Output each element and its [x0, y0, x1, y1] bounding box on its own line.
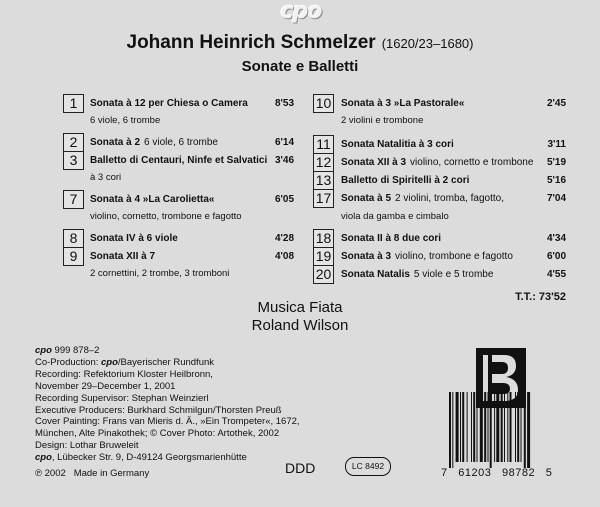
- track-instrumentation-inline: 2 violini, tromba, fagotto,: [395, 193, 504, 204]
- track-duration: 4'08: [274, 251, 294, 262]
- track-title: Sonata IV à 6 viole: [90, 233, 178, 244]
- credit-line: Recording: Refektorium Kloster Heilbronn,: [35, 368, 213, 380]
- track-number: 17: [313, 189, 334, 208]
- barcode-digits: 7 61203 98782 5: [441, 467, 553, 479]
- barcode-bar: [517, 392, 519, 462]
- credit-line: Recording Supervisor: Stephan Weinzierl: [35, 392, 209, 404]
- track-number: 1: [63, 94, 84, 113]
- track-title-line: [341, 139, 454, 151]
- track-instrumentation-inline: 5 viole e 5 trombe: [413, 269, 494, 280]
- track-duration: 4'34: [546, 233, 566, 244]
- track-duration: 3'46: [274, 155, 294, 166]
- work-title: Sonate e Balletti: [241, 58, 359, 75]
- barcode-bar: [480, 392, 483, 462]
- track-instrumentation-inline: violino, cornetto e trombone: [410, 157, 534, 168]
- track-title-line: [90, 137, 218, 149]
- cpo-logo: cpo: [280, 0, 322, 24]
- track-number: 10: [313, 94, 334, 113]
- barcode-bar: [473, 392, 475, 462]
- barcode-bar: [452, 392, 453, 468]
- track-title-line: [341, 98, 464, 110]
- coproduction-line: [35, 357, 300, 369]
- cpo-mark: cpo: [35, 345, 52, 356]
- track-title: Sonata à 3: [341, 251, 392, 262]
- barcode-bar: [467, 392, 468, 462]
- track-title-line: [90, 155, 267, 167]
- track-title: Sonata XII à 7: [90, 251, 156, 262]
- credit-line: Executive Producers: Burkhard Schmilgun/Thorsten Preuß: [35, 404, 282, 416]
- barcode-bar: [490, 392, 492, 468]
- copyright-line: ℗ 2002 Made in Germany: [35, 468, 150, 480]
- track-duration: 7'04: [546, 193, 566, 204]
- barcode-bar: [471, 392, 472, 462]
- barcode-bar: [501, 392, 503, 462]
- track-number: 18: [313, 229, 334, 248]
- track-title: Sonata à 2: [90, 137, 141, 148]
- track-duration: 6'00: [546, 251, 566, 262]
- track-title: Sonata Natalis: [341, 269, 410, 280]
- track-number: 13: [313, 171, 334, 190]
- track-title-line: [341, 251, 513, 263]
- track-title: Sonata à 3 »La Pastorale«: [341, 98, 465, 109]
- track-title: Sonata à 4 »La Carolietta«: [90, 194, 215, 205]
- track-duration: 4'28: [274, 233, 294, 244]
- track-duration: 3'11: [547, 139, 566, 150]
- track-title-line: [341, 193, 504, 205]
- barcode-bar: [521, 392, 522, 462]
- track-instrumentation: à 3 cori: [90, 172, 122, 183]
- track-title-line: [341, 269, 493, 281]
- track-title: Sonata à 5: [341, 193, 392, 204]
- track-duration: 6'05: [274, 194, 294, 205]
- barcode-bar: [484, 392, 486, 462]
- track-duration: 4'55: [546, 269, 566, 280]
- track-title: Balletto di Centauri, Ninfe et Salvatici: [90, 155, 268, 166]
- track-duration: 6'14: [274, 137, 294, 148]
- barcode-bar: [477, 392, 478, 462]
- track-instrumentation: violino, cornetto, trombone e fagotto: [90, 211, 242, 222]
- track-number: 7: [63, 190, 84, 209]
- track-number: 8: [63, 229, 84, 248]
- track-duration: 5'16: [546, 175, 566, 186]
- track-number: 2: [63, 133, 84, 152]
- barcode-bar: [449, 392, 451, 468]
- track-title: Sonata à 12 per Chiesa o Camera: [90, 98, 248, 109]
- catalog-line: [35, 345, 300, 357]
- barcode-bar: [462, 392, 464, 462]
- coproduction-partner: /Bayerischer Rundfunk: [117, 356, 215, 368]
- composer-name: Johann Heinrich Schmelzer: [126, 32, 376, 53]
- track-title-line: [90, 194, 215, 206]
- track-instrumentation: viola da gamba e cimbalo: [341, 211, 449, 222]
- track-title: Sonata Natalitia à 3 cori: [341, 139, 454, 150]
- barcode-bar: [488, 392, 489, 462]
- track-title-line: [341, 175, 469, 187]
- barcode-bar: [527, 392, 530, 468]
- coproduction-prefix: Co-Production:: [35, 356, 99, 368]
- cpo-mark: cpo: [35, 452, 52, 464]
- track-number: 19: [313, 247, 334, 266]
- track-title-line: [90, 98, 248, 110]
- label-code: LC 8492: [345, 457, 391, 476]
- barcode-icon: [449, 392, 554, 470]
- barcode-bar: [494, 392, 495, 462]
- track-number: 12: [313, 153, 334, 172]
- track-title: Sonata II à 8 due cori: [341, 233, 442, 244]
- barcode-bar: [507, 392, 508, 462]
- track-number: 3: [63, 151, 84, 170]
- ddd-code: DDD: [285, 460, 316, 476]
- credit-line: Design: Lothar Bruweleit: [35, 440, 139, 452]
- track-duration: 8'53: [274, 98, 294, 109]
- barcode-bar: [496, 392, 499, 462]
- barcode-bar: [510, 392, 512, 462]
- ensemble-name: Musica Fiata: [257, 299, 343, 316]
- track-duration: 2'45: [546, 98, 566, 109]
- track-instrumentation: 2 cornettini, 2 trombe, 3 tromboni: [90, 268, 230, 279]
- track-title-line: [341, 157, 533, 169]
- credits-block: [35, 345, 300, 480]
- track-title: Balletto di Spiritelli à 2 cori: [341, 175, 470, 186]
- credit-line: November 29–December 1, 2001: [35, 380, 176, 392]
- address-line: [35, 452, 300, 464]
- track-instrumentation: 2 violini e trombone: [341, 115, 424, 126]
- track-number: 20: [313, 265, 334, 284]
- track-instrumentation-inline: violino, trombone e fagotto: [395, 251, 513, 262]
- track-number: 11: [313, 135, 334, 154]
- credit-line: Cover Painting: Frans van Mieris d. Ä., »Ein Trompeter«, 1672,: [35, 416, 300, 428]
- track-title-line: [90, 251, 155, 263]
- track-instrumentation: 6 viole, 6 trombe: [90, 115, 161, 126]
- barcode-bar: [504, 392, 505, 462]
- address-text: , Lübecker Str. 9, D-49124 Georgsmarienhütte: [51, 452, 247, 464]
- composer-heading: [0, 32, 600, 54]
- track-duration: 5'19: [546, 157, 566, 168]
- barcode-bar: [515, 392, 516, 462]
- credit-line: München, Alte Pinakothek; © Cover Photo: Artothek, 2002: [35, 428, 280, 440]
- track-number: 9: [63, 247, 84, 266]
- cpo-mark: cpo: [101, 356, 118, 368]
- track-title-line: [341, 233, 441, 245]
- conductor-name: Roland Wilson: [251, 317, 349, 334]
- barcode-bar: [456, 392, 459, 462]
- barcode-bar: [460, 392, 461, 462]
- total-time: T.T.: 73'52: [515, 291, 566, 303]
- track-instrumentation-inline: 6 viole, 6 trombe: [144, 137, 218, 148]
- track-title: Sonata XII à 3: [341, 157, 407, 168]
- track-title-line: [90, 233, 178, 245]
- barcode-bar: [524, 392, 526, 468]
- catalog-number: 999 878–2: [54, 345, 100, 356]
- composer-dates: (1620/23–1680): [381, 36, 474, 51]
